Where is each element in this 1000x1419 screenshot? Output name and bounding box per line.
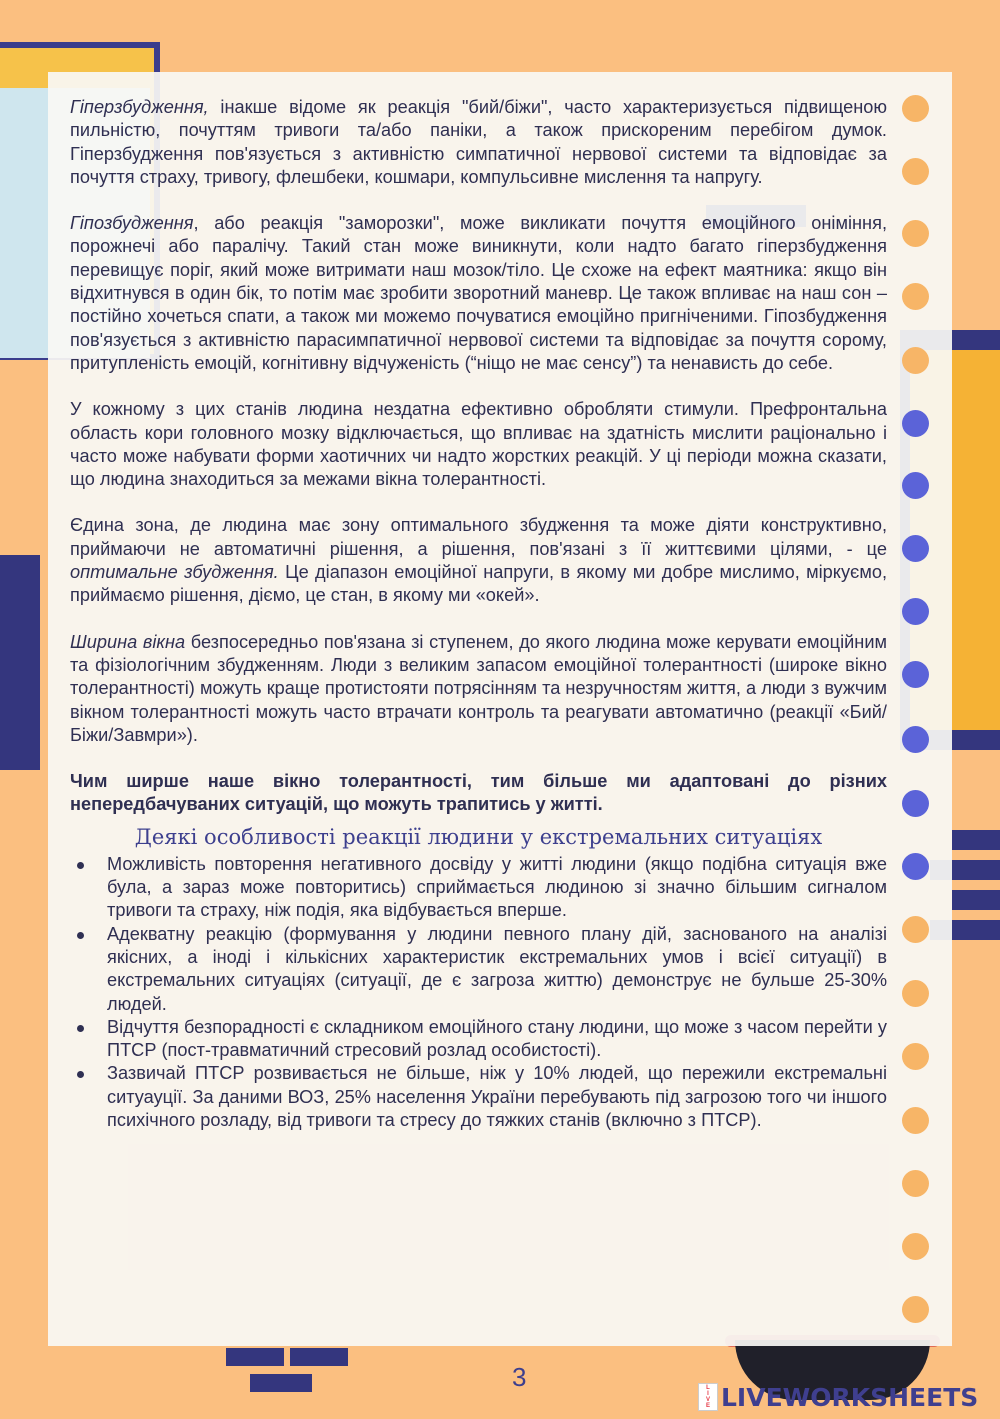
bullet-list — [70, 853, 887, 1133]
binder-ring-icon — [902, 347, 929, 374]
binder-ring-icon — [902, 1043, 929, 1070]
binder-ring-icon — [902, 95, 929, 122]
paragraph-hyperarousal: Гіперзбудження, інакше відоме як реакція "бий/біжи", часто характеризується підвищеною пильністю, почуттям тривоги та/або паніки, а також прискореним перебігом думок. Гіперзбудження пов'язується з активністю симпатичної нервової системи та відповідає за почуття страху, тривогу, флешбеки, кошмари, компульсивне мислення та напругу. — [70, 97, 887, 187]
watermark-text: LIVEWORKSHEETS — [721, 1382, 979, 1412]
background-brick — [952, 890, 1000, 910]
background-window-frame — [0, 555, 40, 770]
binder-ring-icon — [902, 472, 929, 499]
list-item: Зазвичай ПТСР розвивається не більше, ніж у 10% людей, що пережили екстремальні ситуауції. За даними ВОЗ, 25% населення України перебувають під загрозою того чи іншого психічного розладу, від тривоги та стресу до тяжких станів (включно з ПТСР). — [107, 1062, 887, 1132]
section-subtitle: Деякі особливості реакції людини у екстремальних ситуаціях — [134, 824, 823, 849]
binder-ring-icon — [902, 661, 929, 688]
binder-ring-icon — [902, 726, 929, 753]
binder-ring-icon — [902, 283, 929, 310]
paragraph-window-width: Ширина вікна безпосередньо пов'язана зі ступенем, до якого людина може керувати емоційним та фізіологічним збудженням. Люди з великим запасом емоційної толерантності (широке вікно толерантності) можуть краще протистояти потрясінням та незручностям життя, а люди з вужчим вікном толерантності можуть часто втрачати контроль та реагувати автоматично (реакції «Бий/Біжи/Завмри»). — [70, 631, 887, 745]
list-item: Адекватну реакцію (формування у людини певного плану дій, заснованого на аналізі якісних, а іноді і кількісних характеристик екстремальних умов і всієї ситуації) в екстремальних ситуаціях (ситуації, де є загроза життю) демонструє не бульше 25-30% людей. — [107, 923, 887, 1016]
list-item: Відчуття безпорадності є складником емоційного стану людини, що може з часом перейти у ПТСР (пост-травматичний стресовий розлад особистості). — [107, 1016, 887, 1063]
paragraph-stimuli: У кожному з цих станів людина нездатна ефективно обробляти стимули. Префронтальна область кори головного мозку відключається, що впливає на здатність мислити раціонально і часто може набувати форми хаотичних чи надто жорстких реакцій. У ці періоди можна сказати, що людина знаходиться за межами вікна толерантності. — [70, 399, 887, 490]
binder-ring-icon — [902, 410, 929, 437]
bullet-dot-icon — [77, 1025, 84, 1032]
background-brick — [290, 1348, 348, 1366]
binder-ring-icon — [902, 598, 929, 625]
background-brick — [250, 1374, 312, 1392]
binder-ring-icon — [902, 1170, 929, 1197]
binder-ring-icon — [902, 790, 929, 817]
binder-ring-icon — [902, 1296, 929, 1323]
page-number: 3 — [512, 1362, 527, 1392]
bullet-dot-icon — [77, 862, 84, 869]
paragraph-hypoarousal: Гіпозбудження, або реакція "заморозки", може викликати почуття емоційного оніміння, порожнечі або паралічу. Такий стан може виникнути, коли надто багато гіперзбудження перевищує поріг, який може витримати наш мозок/тіло. Це схоже на ефект маятника: якщо він відхитнувся в один бік, то потім має зробити зворотний маневр. Це також впливає на наш сон – постійно хочеться спати, а також ми можемо почуватися емоційно пригніченими. Гіпозбудження пов'язується з активністю парасимпатичної нервової системи та відповідає за почуття сорому, притупленість емоцій, когнітивну відчуженість (“ніщо не має сенсу”) та ненависть до себе. — [70, 213, 887, 373]
binder-ring-icon — [902, 980, 929, 1007]
binder-ring-icon — [902, 535, 929, 562]
worksheet-text — [70, 96, 887, 1132]
binder-ring-icon — [902, 1233, 929, 1260]
background-brick — [952, 830, 1000, 850]
background-brick — [226, 1348, 284, 1366]
liveworksheets-logo-icon: L I V E — [698, 1383, 718, 1411]
binder-ring-icon — [902, 1107, 929, 1134]
paragraph-optimal-zone: Єдина зона, де людина має зону оптимального збудження та може діяти конструктивно, приймаючи не автоматичні рішення, а рішення, пов'язані з її життєвими цілями, - це оптимальне збудження. Це діапазон емоційної напруги, в якому ми добре мислимо, міркуємо, приймаємо рішення, діємо, це стан, в якому ми «окей». — [70, 515, 887, 606]
liveworksheets-watermark — [698, 1383, 978, 1411]
paragraph-conclusion: Чим ширше наше вікно толерантності, тим більше ми адаптовані до різних непередбачуваних ситуацій, що можуть трапитись у житті. — [70, 771, 887, 815]
bullet-dot-icon — [77, 1071, 84, 1078]
binder-ring-icon — [902, 220, 929, 247]
binder-ring-icon — [902, 158, 929, 185]
binder-ring-icon — [902, 916, 929, 943]
bullet-dot-icon — [77, 932, 84, 939]
list-item: Можливість повторення негативного досвіду у житті людини (якщо подібна ситуація вже була, а зараз може повторитись) сприймається людиною зі значно більшим сигналом тривоги та страху, ніж подія, яка відбувається вперше. — [107, 853, 887, 923]
binder-ring-icon — [902, 853, 929, 880]
